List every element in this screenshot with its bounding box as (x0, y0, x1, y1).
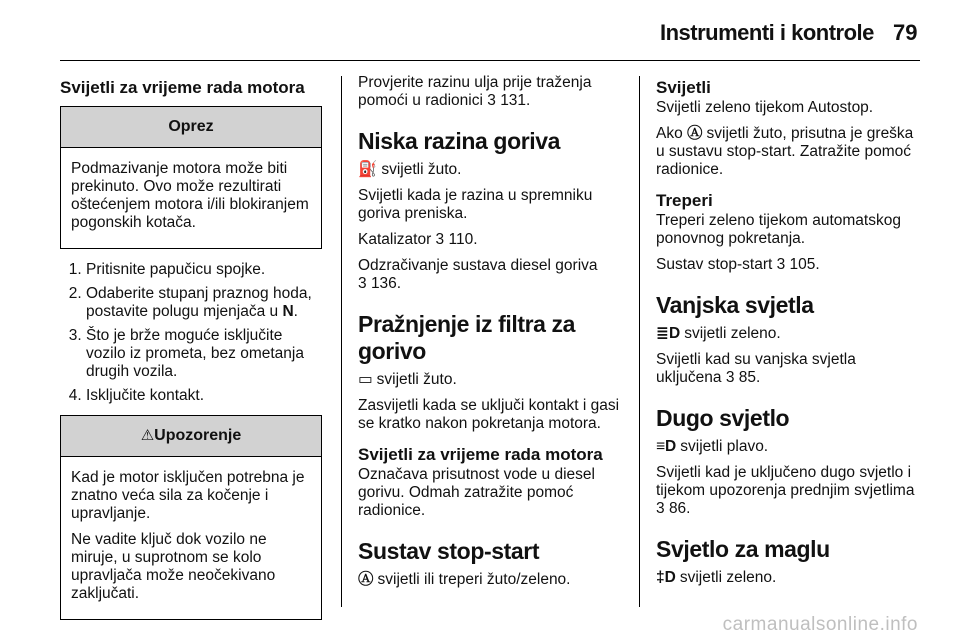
column-divider (341, 76, 342, 607)
subheading: Treperi (656, 191, 713, 210)
paragraph: Zasvijetli kada se uključi kontakt i gasi se kratko nakon pokretanja motora. (358, 397, 620, 432)
paragraph: Svijetli kad su vanjska svjetla uključena 3 85. (656, 351, 856, 386)
section-heading: Niska razina goriva (358, 128, 561, 154)
subheading: Svijetli (656, 78, 711, 97)
page-header (0, 0, 960, 60)
paragraph: Provjerite razinu ulja prije traženja pomoći u radionici 3 131. (358, 74, 592, 109)
section-heading: Vanjska svjetla (656, 292, 814, 318)
list-item: 4. Isključite kontakt. (86, 387, 322, 405)
ref-icon: 3 (358, 275, 367, 292)
page-number: 79 (893, 20, 918, 45)
ref-icon: 3 (435, 231, 445, 248)
paragraph: ≣D svijetli zeleno. (656, 325, 781, 342)
warning-text: Ne vadite ključ dok vozilo ne miruje, u suprotnom se kolo upravljača može neočekivano zaključati. (71, 531, 276, 602)
high-beam-icon: ≡D (656, 438, 677, 455)
paragraph: Treperi zeleno tijekom automatskog ponovnog pokretanja. (656, 212, 901, 247)
ref-icon: 3 (656, 500, 665, 517)
ref-icon: 3 (487, 92, 496, 109)
caution-box (60, 106, 322, 249)
list-item: 1. Pritisnite papučicu spojke. (86, 261, 322, 279)
section-heading: Svjetlo za maglu (656, 536, 830, 562)
column-2 (358, 74, 623, 597)
fuel-icon: ⛽ (358, 161, 378, 178)
paragraph: Svijetli kad je uključeno dugo svjetlo i tijekom upozorenja prednjim svjetlima 3 86. (656, 464, 915, 517)
list-item: 2. Odaberite stupanj praznog hoda, postavite polugu mjenjača u N. (86, 285, 322, 321)
paragraph: Označava prisutnost vode u diesel gorivu. Odmah zatražite pomoć radionice. (358, 466, 595, 519)
warning-title: ⚠Upozorenje (61, 416, 321, 457)
steps-list (60, 261, 322, 405)
column-3 (656, 74, 924, 595)
header-rule (60, 60, 920, 61)
section-heading: Pražnjenje iz filtra za gorivo (358, 311, 576, 364)
paragraph: ‡D svijetli zeleno. (656, 569, 777, 586)
warning-box (60, 415, 322, 620)
fog-light-icon: ‡D (656, 569, 676, 586)
ref-icon: 3 (776, 256, 786, 273)
subheading: Svijetli za vrijeme rada motora (358, 445, 603, 464)
caution-text: Podmazivanje motora može biti prekinuto. Ovo može rezultirati oštećenjem motora i/ili blokiranjem pogonskih kotača. (71, 160, 309, 231)
exterior-light-icon: ≣D (656, 325, 681, 342)
list-item: 3. Što je brže moguće isključite vozilo iz prometa, bez ometanja drugih vozila. (86, 327, 322, 381)
section-heading: Svijetli za vrijeme rada motora (60, 78, 305, 97)
paragraph: Katalizator 3 110. (358, 231, 478, 248)
paragraph: Ako Ⓐ svijetli žuto, prisutna je greška u sustavu stop-start. Zatražite pomoć radionice. (656, 125, 914, 178)
paragraph: Svijetli zeleno tijekom Autostop. (656, 99, 874, 116)
paragraph: ▭ svijetli žuto. (358, 371, 457, 388)
section-heading: Dugo svjetlo (656, 405, 790, 431)
section-heading: Sustav stop-start (358, 538, 540, 564)
paragraph: Sustav stop-start 3 105. (656, 256, 820, 273)
column-divider (639, 76, 640, 607)
caution-title: Oprez (61, 107, 321, 148)
paragraph: ≡D svijetli plavo. (656, 438, 769, 455)
paragraph: Odzračivanje sustava diesel goriva 3 136. (358, 257, 598, 292)
paragraph: Svijetli kada je razina u spremniku goriva preniska. (358, 187, 593, 222)
paragraph: ⛽ svijetli žuto. (358, 161, 462, 178)
header-title: Instrumenti i kontrole (660, 20, 874, 45)
paragraph: Ⓐ svijetli ili treperi žuto/zeleno. (358, 571, 571, 588)
watermark: carmanualsonline.info (722, 614, 918, 635)
autostop-icon: Ⓐ (687, 125, 703, 142)
ref-icon: 3 (725, 369, 735, 386)
warning-text: Kad je motor isključen potrebna je znatno veća sila za kočenje i upravljanje. (71, 469, 305, 522)
fuel-filter-icon: ▭ (358, 371, 373, 388)
warning-icon: ⚠ (140, 427, 155, 444)
column-1 (60, 74, 322, 632)
autostop-icon: Ⓐ (358, 571, 374, 588)
